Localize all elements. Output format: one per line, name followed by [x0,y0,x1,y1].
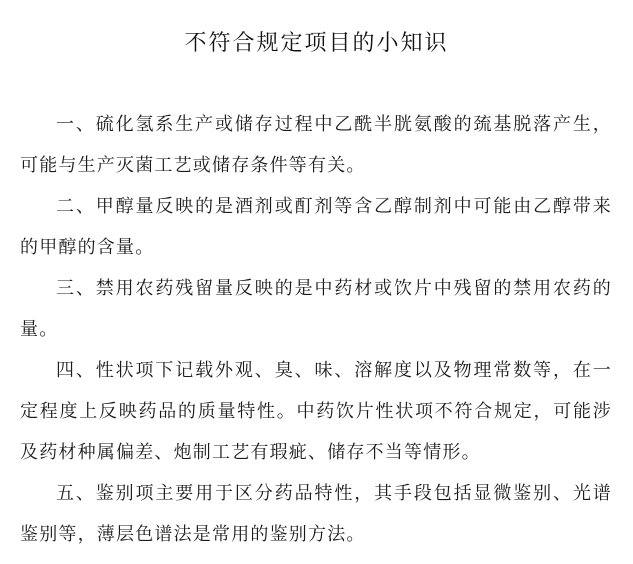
paragraph-5: 五、鉴别项主要用于区分药品特性，其手段包括显微鉴别、光谱鉴别等，薄层色谱法是常用的鉴别方法。 [20,483,612,545]
document-body [20,104,612,555]
paragraph-3: 三、禁用农药残留量反映的是中药材或饮片中残留的禁用农药的量。 [20,278,612,340]
paragraph-1: 一、硫化氢系生产或储存过程中乙酰半胱氨酸的巯基脱落产生，可能与生产灭菌工艺或储存条件等有关。 [20,114,612,176]
paragraph-4: 四、性状项下记载外观、臭、味、溶解度以及物理常数等，在一定程度上反映药品的质量特性。中药饮片性状项不符合规定，可能涉及药材种属偏差、炮制工艺有瑕疵、储存不当等情形。 [20,360,612,463]
document-title: 不符合规定项目的小知识 [184,31,449,56]
paragraph-2: 二、甲醇量反映的是酒剂或酊剂等含乙醇制剂中可能由乙醇带来的甲醇的含量。 [20,196,612,258]
